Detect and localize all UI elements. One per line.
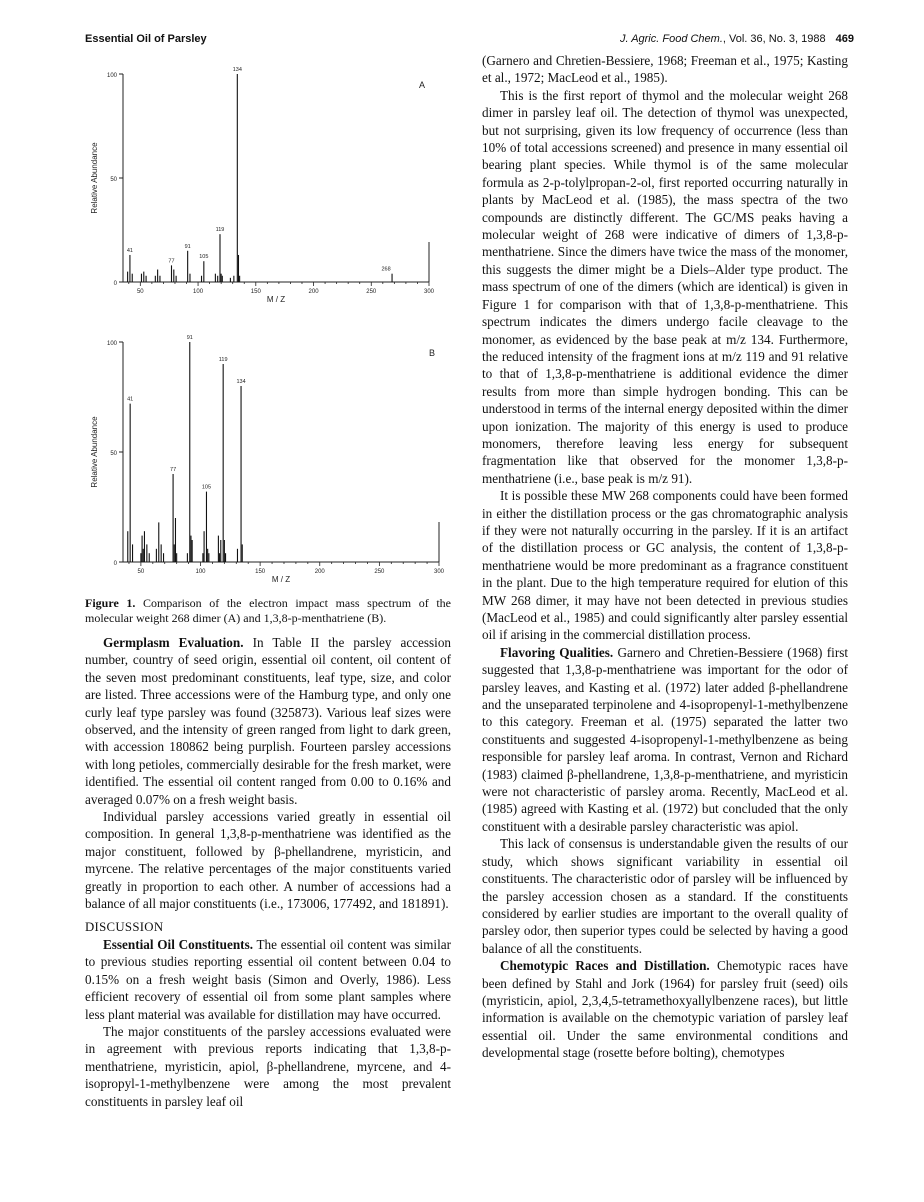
paragraph (482, 644, 848, 835)
paragraph: The major constituents of the parsley accessions evaluated were in agreement with previous reports indicating that 1,3,8-p-menthatriene, myristicin, apiol, β-phellandrene, myrcene, and 4-isopropyl-1-methylbenzene were among the most prevalent constituents in parsley leaf oil (85, 1023, 451, 1109)
x-tick-label: 100 (193, 289, 204, 295)
peak-label: 41 (126, 247, 133, 254)
y-tick-label: 0 (113, 281, 117, 287)
y-axis-label: Relative Abundance (90, 416, 99, 488)
spectrum-b-plot (85, 322, 451, 590)
peak-label: 77 (170, 467, 177, 473)
paragraph: This lack of consensus is understandable given the results of our study, which shows significant variability in essential oil constituents. The characteristic odor of parsley will be influenced by the parsley accession chosen as a standard. If the constituents considered by earlier studies are important to the overall quality of parsley odor, then superior types could be selected by having a good balance of all the constituents. (482, 836, 848, 956)
spectrum-a (85, 52, 451, 310)
peak-label: 41 (127, 396, 134, 403)
page-number: 469 (835, 33, 854, 45)
y-tick-label: 50 (110, 451, 117, 457)
run-in-heading: Chemotypic Races and Distillation. (500, 958, 710, 974)
peak-label: 91 (184, 243, 191, 250)
paragraph: This is the first report of thymol and the molecular weight 268 dimer in parsley leaf oil. The detection of thymol was unexpected, but not surprising, given its low frequency of occurrence (less than 10% of total accessions screened) and presence in many essential oil bearing plant species. While thymol is of the same molecular formula as 2-p-tolylpropan-2-ol, first reported occurring naturally in plants by MacLeod et al. (1985), the mass spectra of the two compounds are distinctly different. The GC/MS peaks having a molecular weight of 268 were indicative of dimers of 1,3,8-p-menthatriene. Since the dimers have twice the mass of the monomer, this suggests the dimer might be a Diels–Alder type product. The mass spectrum of one of the dimers (which are identical) is given in Figure 1 for comparison with that of 1,3,8-p-menthatriene. This spectrum indicates the dimers undergo facile cleavage to the monomer, as evidenced by the base peak at m/z 134. Furthermore, the reduced intensity of the fragment ions at m/z 119 and 91 relative to that of 1,3,8-p-menthatriene is additional evidence the dimer results from more than simple hydrogen bonding. This can be understood in terms of the internal energy deposited within the dimer upon ionization. The majority of this energy is used to produce monomers, therefore leaving less energy for subsequent fragmentation like that observed for the monomer 1,3,8-p-menthatriene (i.e., base peak is m/z 91). (482, 87, 848, 486)
x-tick-label: 150 (255, 569, 266, 575)
run-in-heading: Germplasm Evaluation. (103, 635, 244, 650)
x-tick-label: 300 (433, 569, 445, 575)
left-column (85, 52, 451, 1110)
running-title: Essential Oil of Parsley (85, 33, 207, 45)
x-tick-label: 50 (136, 289, 144, 295)
spectrum-b (85, 322, 451, 590)
section-heading: DISCUSSION (85, 919, 164, 934)
y-tick-label: 100 (106, 73, 117, 79)
paragraph: (Garnero and Chretien-Bessiere, 1968; Freeman et al., 1975; Kasting et al., 1972; MacLeod et al., 1985). (482, 53, 848, 86)
peak-label: 105 (201, 484, 212, 491)
paragraph (482, 957, 848, 1061)
y-tick-label: 50 (110, 177, 117, 183)
panel-label: A (418, 80, 425, 90)
paragraph-text: In Table II the parsley accession number, country of seed origin, essential oil content, oil content of the seven most predominant constituents, leaf type, size, and color are listed. Three accessions were of the Hamburg type, and only one curly leaf type parsley was found (325873). Various leaf sizes were observed, and the intensity of green ranged from light to dark green, with accession 180862 being purplish. Fourteen parsley accessions with long petioles, commercially desirable for the fresh market, were identified. The essential oil content ranged from 0.00 to 0.16% and averaged 0.07% on a fresh weight basis. (85, 635, 452, 807)
peak-label: 119 (218, 357, 228, 363)
caption-text: Comparison of the electron impact mass spectrum of the molecular weight 268 dimer (A) and 1,3,8-p-menthatriene (B). (85, 596, 451, 625)
paragraph (85, 634, 451, 808)
x-tick-label: 100 (195, 569, 206, 575)
peak-label: 268 (381, 266, 391, 273)
panel-label: B (428, 348, 435, 358)
right-column (482, 52, 848, 1062)
y-tick-label: 100 (106, 341, 117, 347)
journal-name: J. Agric. Food Chem. (619, 33, 723, 45)
y-tick-label: 0 (113, 561, 117, 567)
peak-label: 134 (236, 379, 246, 385)
paragraph (85, 936, 451, 1023)
peak-label: 77 (168, 258, 175, 265)
x-tick-label: 200 (314, 569, 325, 575)
figure-caption (85, 596, 451, 626)
x-tick-label: 300 (423, 289, 435, 295)
figure-1 (85, 52, 451, 590)
journal-volume: , Vol. 36, No. 3, 1988 (722, 33, 826, 45)
x-axis-label: M / Z (271, 575, 291, 584)
run-in-heading: Essential Oil Constituents. (103, 936, 253, 952)
paragraph: It is possible these MW 268 components could have been formed in either the distillation process or the gas chromatographic analysis if they were not naturally occurring in the parsley. If it is an artifact of the distillation process or GC analysis, the content of 1,3,8-p-menthatriene would be more predominant as a fragrance constituent in the plant. Due to the high temperature required for elution of this MW 268 dimer, it may have not been detected in previous studies (MacLeod et al., 1985) and could significantly alter parsley essential oil if arising in the commercial distillation process. (482, 488, 848, 643)
journal-citation (620, 33, 854, 45)
x-tick-label: 50 (137, 569, 145, 575)
x-tick-label: 200 (308, 289, 319, 295)
paragraph: Individual parsley accessions varied greatly in essential oil composition. In general 1,3,8-p-menthatriene was identified as the major constituent, followed by β-phellandrene, myristicin, and myrcene. The relative percentages of the major constituents varied greatly in proportion to each other. A number of accessions had a balance of all major constituents (i.e., 173006, 177492, and 181891). (85, 809, 451, 912)
peak-label: 91 (186, 335, 193, 341)
x-tick-label: 250 (366, 289, 377, 295)
paragraph-text: Garnero and Chretien-Bessiere (1968) first suggested that 1,3,8-p-menthatriene was important for the odor of parsley leaves, and Kasting et al. (1972) later added β-phellandrene and the unseparated terpinolene and 4-isopropenyl-1-methylbenzene to this category. Freeman et al. (1975) separated the latter two constituents and suggested 4-isopropenyl-1-methylbenzene as being responsible for parsley leaf aroma. In contrast, Vernon and Richard (1983) claimed β-phellandrene, 1,3,8-p-menthatriene, and myristicin were not characteristic of parsley aroma. Recently, MacLeod et al. (1985) agreed with Kasting et al. (1972) but concluded that the only constituent with a desirable parsley characteristic was apiol. (482, 644, 849, 834)
x-axis-label: M / Z (266, 295, 286, 304)
spectrum-a-plot (85, 52, 451, 310)
run-in-heading: Flavoring Qualities. (500, 644, 614, 660)
caption-label: Figure 1. (85, 596, 136, 610)
y-axis-label: Relative Abundance (90, 142, 99, 214)
x-tick-label: 150 (250, 289, 261, 295)
peak-label: 134 (232, 67, 242, 73)
peak-label: 105 (199, 254, 209, 261)
peak-label: 119 (215, 227, 225, 234)
paragraph-text: Chemotypic races have been defined by Stahl and Jork (1964) for parsley fruit (seed) oils (myristicin, apiol, 2,3,4,5-tetramethoxyallylbenzene races), but little information is available on the chemotypic variation of parsley leaf essential oil. Under the same environmental conditions and developmental stage (rosette before bolting), chemotypes (482, 958, 848, 1061)
x-tick-label: 250 (374, 569, 385, 575)
paragraph-text: The essential oil content was similar to previous studies reporting essential oil content between 0.04 to 0.15% on a fresh weight basis (Simon and Overly, 1986). Less efficient recovery of essential oil from some plant samples where less plant material was available for distillation may have occurred. (85, 936, 451, 1022)
